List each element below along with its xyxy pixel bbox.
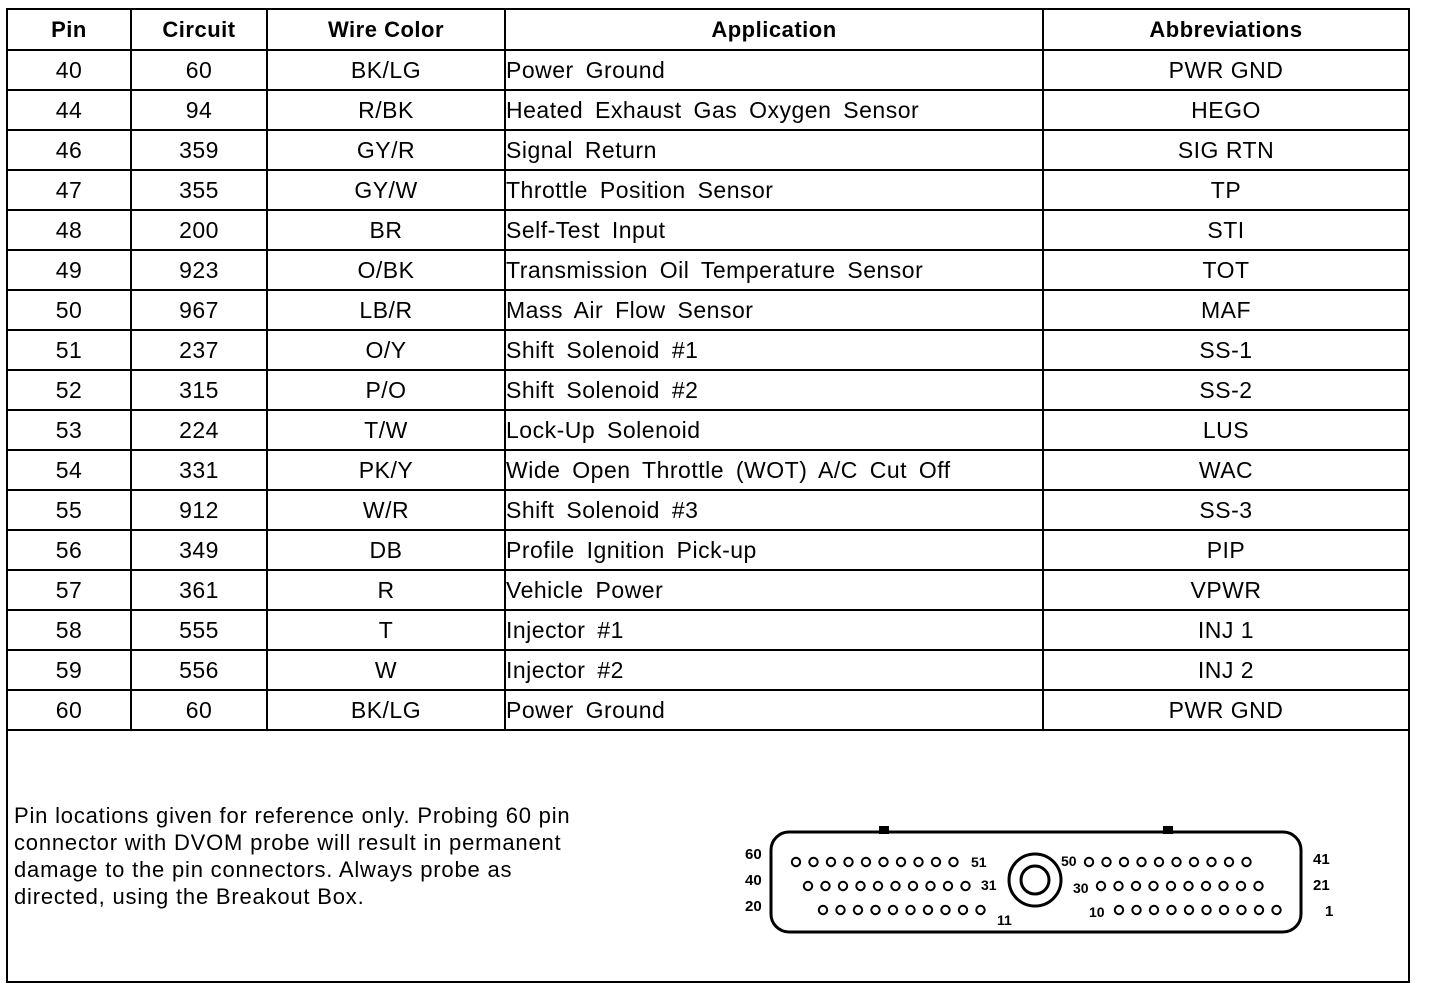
table-row [8,370,1408,410]
pin-hole-bottom-right [1202,906,1210,914]
abbreviation-cell: LUS [1043,410,1408,450]
abbreviation-cell: TOT [1043,250,1408,290]
pin-hole-top-right [1137,858,1145,866]
pin-hole-top-left [862,858,870,866]
circuit-cell: 361 [131,570,267,610]
pin-cell: 47 [8,170,131,210]
pin-hole-middle-right [1202,882,1210,890]
pin-hole-top-left [897,858,905,866]
wire-color-cell: BK/LG [267,690,505,730]
pin-hole-bottom-left [976,906,984,914]
header-circuit: Circuit [131,10,267,50]
pin-hole-middle-left [856,882,864,890]
circuit-cell: 94 [131,90,267,130]
pin-cell: 51 [8,330,131,370]
abbreviation-cell: STI [1043,210,1408,250]
abbreviation-cell: INJ 2 [1043,650,1408,690]
pin-hole-top-right [1190,858,1198,866]
connector-latch-right [1163,826,1173,834]
label-10: 10 [1089,904,1105,920]
application-cell: Vehicle Power [505,570,1043,610]
pin-cell: 52 [8,370,131,410]
pin-hole-middle-right [1149,882,1157,890]
label-40: 40 [745,872,762,889]
circuit-cell: 355 [131,170,267,210]
pin-cell: 40 [8,50,131,90]
abbreviation-cell: PWR GND [1043,690,1408,730]
circuit-cell: 556 [131,650,267,690]
application-cell: Shift Solenoid #2 [505,370,1043,410]
circuit-cell: 359 [131,130,267,170]
label-50: 50 [1061,853,1077,869]
application-cell: Injector #2 [505,650,1043,690]
pin-hole-top-right [1225,858,1233,866]
pin-hole-top-left [949,858,957,866]
table-row [8,570,1408,610]
pin-hole-middle-left [944,882,952,890]
pin-hole-middle-left [821,882,829,890]
circuit-cell: 315 [131,370,267,410]
connector-latch-left [879,826,889,834]
wire-color-cell: P/O [267,370,505,410]
connector-center-post [1009,854,1061,906]
wire-color-cell: GY/R [267,130,505,170]
circuit-cell: 200 [131,210,267,250]
pin-cell: 53 [8,410,131,450]
pin-cell: 54 [8,450,131,490]
pin-hole-bottom-right [1237,906,1245,914]
wire-color-cell: R [267,570,505,610]
application-cell: Power Ground [505,690,1043,730]
pin-cell: 48 [8,210,131,250]
application-cell: Mass Air Flow Sensor [505,290,1043,330]
note-line: connector with DVOM probe will result in permanent [14,830,562,855]
header-pin: Pin [8,10,131,50]
wire-color-cell: BR [267,210,505,250]
application-cell: Self-Test Input [505,210,1043,250]
pin-hole-bottom-left [854,906,862,914]
wire-color-cell: PK/Y [267,450,505,490]
wire-color-cell: T/W [267,410,505,450]
note-line: damage to the pin connectors. Always probe as [14,857,513,882]
pin-cell: 58 [8,610,131,650]
circuit-cell: 331 [131,450,267,490]
pin-hole-middle-right [1219,882,1227,890]
table-row [8,130,1408,170]
pin-hole-bottom-left [819,906,827,914]
pin-hole-middle-right [1132,882,1140,890]
label-11: 11 [997,912,1012,928]
application-cell: Wide Open Throttle (WOT) A/C Cut Off [505,450,1043,490]
table-row [8,330,1408,370]
pin-cell: 59 [8,650,131,690]
application-cell: Injector #1 [505,610,1043,650]
pin-cell: 56 [8,530,131,570]
circuit-cell: 60 [131,690,267,730]
table-row [8,490,1408,530]
table-row [8,50,1408,90]
wire-color-cell: BK/LG [267,50,505,90]
pin-cell: 44 [8,90,131,130]
note-line: directed, using the Breakout Box. [14,884,365,909]
wire-color-cell: W/R [267,490,505,530]
wire-color-cell: LB/R [267,290,505,330]
pin-hole-middle-right [1254,882,1262,890]
pin-hole-top-left [844,858,852,866]
header-application: Application [505,10,1043,50]
pin-hole-top-left [827,858,835,866]
application-cell: Transmission Oil Temperature Sensor [505,250,1043,290]
label-21: 21 [1313,877,1330,894]
connector-diagram [733,822,1353,952]
pin-cell: 60 [8,690,131,730]
abbreviation-cell: SS-1 [1043,330,1408,370]
pin-hole-bottom-left [924,906,932,914]
abbreviation-cell: SS-2 [1043,370,1408,410]
pin-hole-bottom-right [1167,906,1175,914]
reference-note [14,802,694,910]
circuit-cell: 60 [131,50,267,90]
pin-hole-bottom-right [1185,906,1193,914]
abbreviation-cell: TP [1043,170,1408,210]
application-cell: Signal Return [505,130,1043,170]
abbreviation-cell: VPWR [1043,570,1408,610]
pin-hole-top-right [1172,858,1180,866]
note-line: Pin locations given for reference only. Probing 60 pin [14,803,571,828]
pin-hole-bottom-left [889,906,897,914]
pin-hole-bottom-left [941,906,949,914]
connector-center-post-inner [1021,866,1049,894]
wire-color-cell: R/BK [267,90,505,130]
pin-cell: 46 [8,130,131,170]
table-row [8,250,1408,290]
pin-hole-bottom-right [1150,906,1158,914]
circuit-cell: 555 [131,610,267,650]
pin-hole-top-right [1120,858,1128,866]
header-wire-color: Wire Color [267,10,505,50]
application-cell: Shift Solenoid #3 [505,490,1043,530]
wire-color-cell: DB [267,530,505,570]
table-row [8,290,1408,330]
label-41: 41 [1313,851,1330,868]
label-60: 60 [745,846,762,863]
pin-hole-top-right [1155,858,1163,866]
pin-hole-middle-left [961,882,969,890]
wire-color-cell: W [267,650,505,690]
abbreviation-cell: WAC [1043,450,1408,490]
pin-hole-top-left [914,858,922,866]
pin-hole-bottom-left [871,906,879,914]
pin-hole-top-left [932,858,940,866]
table-row [8,690,1408,730]
wire-color-cell: GY/W [267,170,505,210]
pin-hole-bottom-right [1132,906,1140,914]
table-row [8,530,1408,570]
pin-hole-bottom-left [959,906,967,914]
pin-hole-bottom-right [1115,906,1123,914]
pin-hole-middle-left [891,882,899,890]
application-cell: Lock-Up Solenoid [505,410,1043,450]
circuit-cell: 912 [131,490,267,530]
abbreviation-cell: PWR GND [1043,50,1408,90]
pin-hole-middle-left [839,882,847,890]
application-cell: Profile Ignition Pick-up [505,530,1043,570]
table-row [8,210,1408,250]
table-header-row [8,10,1408,50]
label-1: 1 [1325,903,1334,920]
wire-color-cell: T [267,610,505,650]
application-cell: Heated Exhaust Gas Oxygen Sensor [505,90,1043,130]
wire-color-cell: O/BK [267,250,505,290]
circuit-cell: 224 [131,410,267,450]
pin-hole-top-right [1102,858,1110,866]
pinout-table [8,10,1408,731]
label-20: 20 [745,898,762,915]
circuit-cell: 967 [131,290,267,330]
pin-hole-top-right [1242,858,1250,866]
pin-hole-top-left [809,858,817,866]
pinout-sheet [6,8,1410,983]
pin-hole-bottom-left [906,906,914,914]
pin-hole-middle-right [1097,882,1105,890]
pin-cell: 50 [8,290,131,330]
pin-hole-middle-left [804,882,812,890]
table-row [8,90,1408,130]
table-row [8,170,1408,210]
table-row [8,410,1408,450]
application-cell: Power Ground [505,50,1043,90]
pin-hole-middle-right [1237,882,1245,890]
circuit-cell: 923 [131,250,267,290]
pin-cell: 55 [8,490,131,530]
pin-cell: 57 [8,570,131,610]
pin-hole-middle-right [1167,882,1175,890]
label-30: 30 [1073,880,1089,896]
pin-hole-top-right [1085,858,1093,866]
pin-hole-bottom-right [1272,906,1280,914]
table-row [8,650,1408,690]
abbreviation-cell: HEGO [1043,90,1408,130]
circuit-cell: 349 [131,530,267,570]
pin-hole-middle-left [926,882,934,890]
pin-hole-bottom-right [1220,906,1228,914]
abbreviation-cell: MAF [1043,290,1408,330]
label-51: 51 [971,854,987,870]
table-row [8,450,1408,490]
pin-hole-bottom-left [836,906,844,914]
label-31: 31 [981,877,997,893]
application-cell: Shift Solenoid #1 [505,330,1043,370]
pin-hole-top-right [1207,858,1215,866]
abbreviation-cell: PIP [1043,530,1408,570]
circuit-cell: 237 [131,330,267,370]
pin-cell: 49 [8,250,131,290]
abbreviation-cell: INJ 1 [1043,610,1408,650]
pin-hole-middle-right [1184,882,1192,890]
abbreviation-cell: SIG RTN [1043,130,1408,170]
table-row [8,610,1408,650]
pin-hole-middle-right [1114,882,1122,890]
abbreviation-cell: SS-3 [1043,490,1408,530]
pin-hole-bottom-right [1255,906,1263,914]
pin-hole-middle-left [909,882,917,890]
header-abbreviations: Abbreviations [1043,10,1408,50]
wire-color-cell: O/Y [267,330,505,370]
pin-hole-top-left [879,858,887,866]
pin-hole-top-left [792,858,800,866]
pin-hole-middle-left [874,882,882,890]
application-cell: Throttle Position Sensor [505,170,1043,210]
